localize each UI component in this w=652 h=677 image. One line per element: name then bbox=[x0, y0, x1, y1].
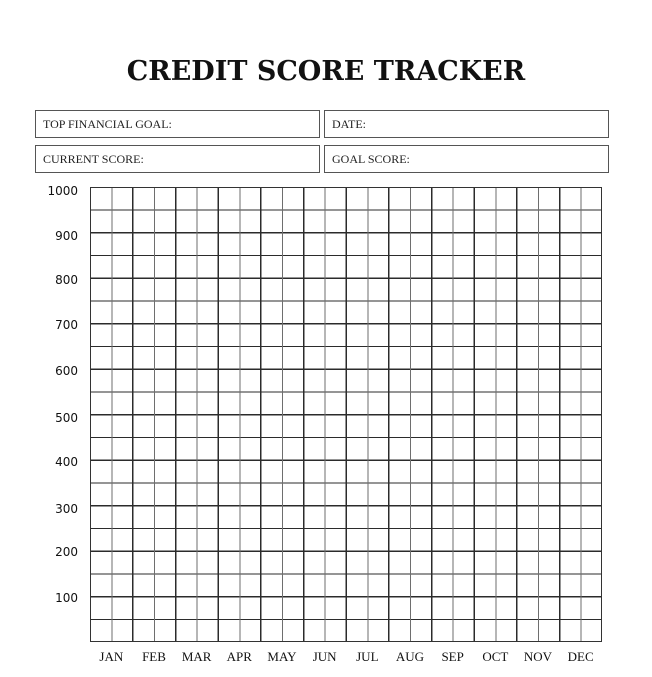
x-tick: APR bbox=[226, 649, 252, 664]
page-title: CREDIT SCORE TRACKER bbox=[126, 56, 526, 87]
y-tick: 300 bbox=[55, 502, 78, 516]
top-financial-goal-label: TOP FINANCIAL GOAL: bbox=[43, 116, 172, 131]
y-tick: 500 bbox=[55, 411, 78, 425]
y-tick: 200 bbox=[55, 545, 78, 559]
goal-score-field[interactable] bbox=[324, 145, 609, 173]
x-tick: NOV bbox=[523, 649, 553, 664]
y-tick: 400 bbox=[55, 455, 78, 469]
y-tick: 700 bbox=[55, 318, 78, 332]
y-tick: 1000 bbox=[47, 184, 78, 198]
date-label: DATE: bbox=[332, 116, 366, 131]
current-score-field[interactable] bbox=[35, 145, 320, 173]
x-tick: DEC bbox=[567, 649, 594, 664]
x-tick: JUL bbox=[356, 649, 379, 664]
x-tick: JAN bbox=[99, 649, 124, 664]
x-tick: JUN bbox=[312, 649, 337, 664]
y-tick: 100 bbox=[55, 591, 78, 605]
x-tick: MAY bbox=[267, 649, 297, 664]
x-tick: MAR bbox=[181, 649, 212, 664]
x-tick: SEP bbox=[441, 649, 464, 664]
goal-score-label: GOAL SCORE: bbox=[332, 151, 410, 166]
current-score-label: CURRENT SCORE: bbox=[43, 151, 144, 166]
x-tick: FEB bbox=[142, 649, 166, 664]
x-tick: AUG bbox=[395, 649, 425, 664]
x-tick: OCT bbox=[482, 649, 509, 664]
date-field[interactable] bbox=[324, 110, 609, 138]
y-tick: 900 bbox=[55, 229, 78, 243]
y-tick: 600 bbox=[55, 364, 78, 378]
y-tick: 800 bbox=[55, 273, 78, 287]
top-financial-goal-field[interactable] bbox=[35, 110, 320, 138]
score-grid[interactable] bbox=[90, 187, 602, 642]
